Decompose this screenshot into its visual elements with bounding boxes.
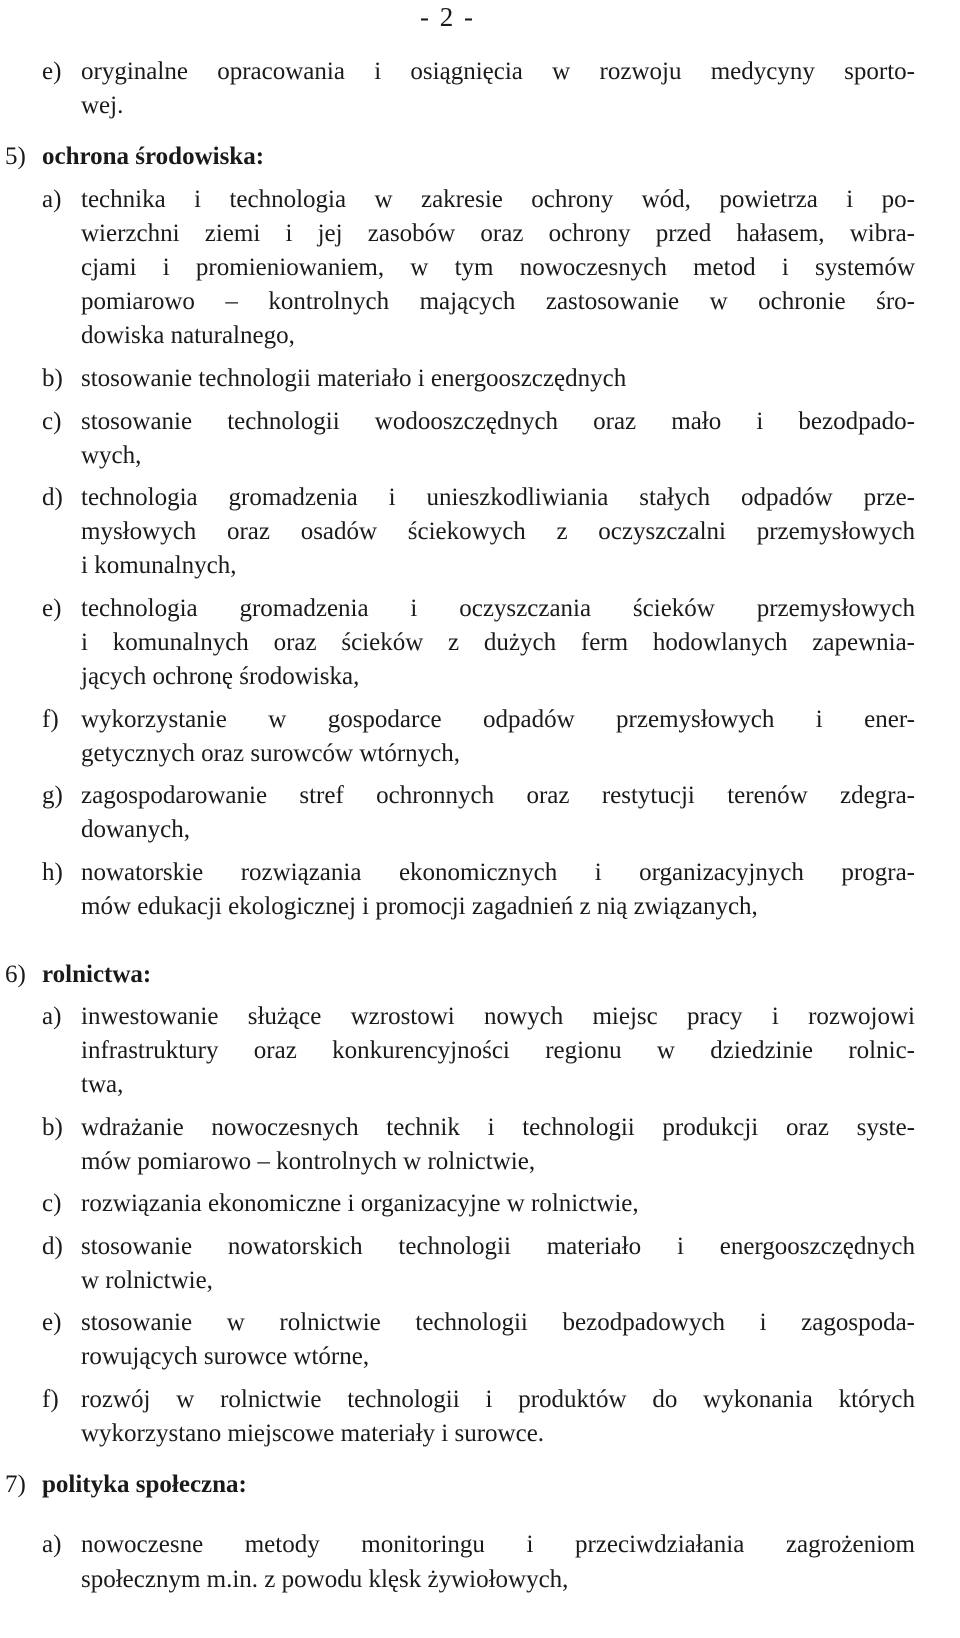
section-5-item-a-line: wierzchni ziemi i jej zasobów oraz ochrony przed hałasem, wibra- xyxy=(81,220,915,247)
section-5-item-b-label: b) xyxy=(42,365,63,392)
section-7-item-a-line: nowoczesne metody monitoringu i przeciwdziałania zagrożeniom xyxy=(81,1531,915,1558)
intro-line-1: oryginalne opracowania i osiągnięcia w rozwoju medycyny sporto- xyxy=(81,58,915,85)
section-5-item-h-line: nowatorskie rozwiązania ekonomicznych i organizacyjnych progra- xyxy=(81,859,915,886)
section-6-item-a-line: infrastruktury oraz konkurencyjności regionu w dziedzinie rolnic- xyxy=(81,1037,915,1064)
section-5-item-a-line: dowiska naturalnego, xyxy=(81,322,295,349)
section-5-item-c-line: stosowanie technologii wodooszczędnych oraz mało i bezodpado- xyxy=(81,408,915,435)
section-6-item-d-line: stosowanie nowatorskich technologii materiało i energooszczędnych xyxy=(81,1233,915,1260)
section-6-item-d-label: d) xyxy=(42,1233,63,1260)
section-5-item-h-label: h) xyxy=(42,859,63,886)
section-5-item-d-label: d) xyxy=(42,484,63,511)
section-5-item-e-line: jących ochronę środowiska, xyxy=(81,663,360,690)
section-5-item-g-line: dowanych, xyxy=(81,816,190,843)
section-6-item-b-line: mów pomiarowo – kontrolnych w rolnictwie, xyxy=(81,1148,536,1175)
section-6-item-e-label: e) xyxy=(42,1309,62,1336)
section-5-item-a-label: a) xyxy=(42,186,62,213)
section-5-item-h-line: mów edukacji ekologicznej i promocji zagadnień z nią związanych, xyxy=(81,893,758,920)
section-6-item-a-line: inwestowanie służące wzrostowi nowych miejsc pracy i rozwojowi xyxy=(81,1003,915,1030)
section-5-item-f-line: wykorzystanie w gospodarce odpadów przemysłowych i ener- xyxy=(81,706,915,733)
section-6-item-f-label: f) xyxy=(42,1386,59,1413)
section-5-item-d-line: i komunalnych, xyxy=(81,552,237,579)
section-6-number: 6) xyxy=(5,961,26,988)
section-6-item-f-line: rozwój w rolnictwie technologii i produktów do wykonania których xyxy=(81,1386,915,1413)
section-5-item-g-line: zagospodarowanie stref ochronnych oraz restytucji terenów zdegra- xyxy=(81,782,915,809)
intro-label: e) xyxy=(42,58,62,85)
section-7-number: 7) xyxy=(5,1471,26,1498)
section-5-item-g-label: g) xyxy=(42,782,63,809)
section-7-item-a-label: a) xyxy=(42,1531,62,1558)
section-5-number: 5) xyxy=(5,143,26,170)
section-6-item-c-label: c) xyxy=(42,1190,62,1217)
section-6-item-b-label: b) xyxy=(42,1114,63,1141)
section-6-item-f-line: wykorzystano miejscowe materiały i surowce. xyxy=(81,1420,545,1447)
section-5-item-b-line: stosowanie technologii materiało i energooszczędnych xyxy=(81,365,627,392)
section-5-item-a-line: cjami i promieniowaniem, w tym nowoczesnych metod i systemów xyxy=(81,254,915,281)
section-5-item-e-label: e) xyxy=(42,595,62,622)
section-5-item-f-label: f) xyxy=(42,706,59,733)
section-6-item-a-label: a) xyxy=(42,1003,62,1030)
section-7-title: polityka społeczna: xyxy=(42,1471,247,1498)
section-6-item-e-line: rowujących surowce wtórne, xyxy=(81,1343,370,1370)
section-5-item-d-line: technologia gromadzenia i unieszkodliwiania stałych odpadów prze- xyxy=(81,484,915,511)
section-5-item-c-label: c) xyxy=(42,408,62,435)
section-5-item-f-line: getycznych oraz surowców wtórnych, xyxy=(81,740,461,767)
section-6-item-d-line: w rolnictwie, xyxy=(81,1267,213,1294)
section-6-item-e-line: stosowanie w rolnictwie technologii bezodpadowych i zagospoda- xyxy=(81,1309,915,1336)
section-5-item-c-line: wych, xyxy=(81,442,142,469)
section-5-title: ochrona środowiska: xyxy=(42,143,265,170)
section-6-title: rolnictwa: xyxy=(42,961,152,988)
section-5-item-a-line: technika i technologia w zakresie ochrony wód, powietrza i po- xyxy=(81,186,915,213)
section-5-item-e-line: technologia gromadzenia i oczyszczania ścieków przemysłowych xyxy=(81,595,915,622)
page-number: - 2 - xyxy=(420,2,475,32)
section-6-item-b-line: wdrażanie nowoczesnych technik i technologii produkcji oraz syste- xyxy=(81,1114,915,1141)
section-6-item-a-line: twa, xyxy=(81,1071,124,1098)
section-5-item-e-line: i komunalnych oraz ścieków z dużych ferm hodowlanych zapewnia- xyxy=(81,629,915,656)
section-6-item-c-line: rozwiązania ekonomiczne i organizacyjne w rolnictwie, xyxy=(81,1190,639,1217)
section-5-item-d-line: mysłowych oraz osadów ściekowych z oczyszczalni przemysłowych xyxy=(81,518,915,545)
section-7-item-a-line: społecznym m.in. z powodu klęsk żywiołowych, xyxy=(81,1566,569,1593)
intro-line-2: wej. xyxy=(81,92,124,119)
section-5-item-a-line: pomiarowo – kontrolnych mających zastosowanie w ochronie śro- xyxy=(81,288,915,315)
